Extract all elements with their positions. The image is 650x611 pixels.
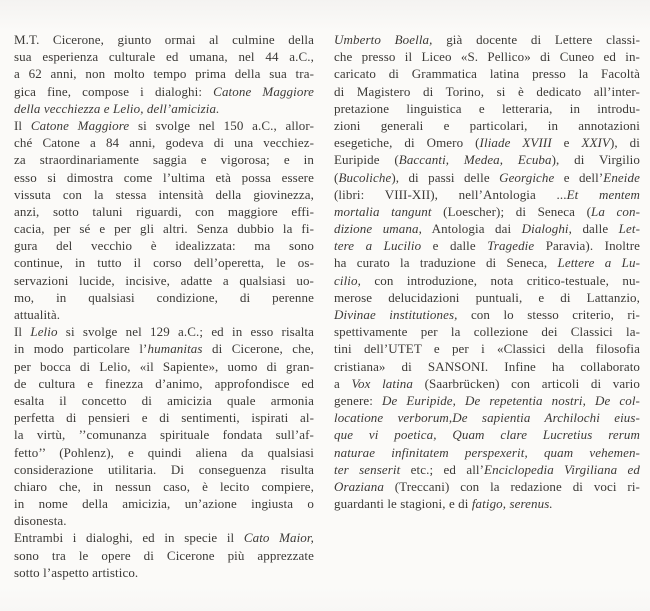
italic-text-run: dizione umana xyxy=(334,221,419,237)
text-run: ), di xyxy=(610,135,640,151)
text-line xyxy=(14,512,314,529)
text-run: spettivamente per la collezione dei Classici la- xyxy=(334,324,640,340)
italic-text-run: Cato Maior, xyxy=(243,530,314,546)
italic-text-run: Et mentem xyxy=(566,186,640,202)
text-line xyxy=(14,151,314,168)
text-run: zioni generali e particolari, in annotazioni xyxy=(334,117,640,133)
text-run: e dell’ xyxy=(554,169,604,185)
text-run: tini dell’UTET e per i «Classici della filosofia xyxy=(334,341,640,357)
italic-text-run: Catone Maggiore xyxy=(30,117,130,133)
text-line xyxy=(334,392,640,409)
text-run: fetto’’ (Pohlenz), e quindi aliena da qualsiasi xyxy=(14,444,314,460)
italic-text-run: Bucoliche xyxy=(338,169,392,185)
italic-text-run: Tragedie xyxy=(487,238,535,254)
text-line xyxy=(334,340,640,357)
text-line xyxy=(14,323,314,340)
text-run: za straordinariamente saggia e vigorosa; e in xyxy=(14,152,314,168)
text-line xyxy=(334,254,640,271)
italic-text-run: Lettere a Lu- xyxy=(557,255,640,271)
text-run: chiaro che, in nessun caso, è lecito compiere, xyxy=(14,478,314,494)
text-run: ), di Virgilio xyxy=(551,152,640,168)
text-line xyxy=(14,564,314,581)
text-run: (Saarbrücken) con articoli di vario xyxy=(413,375,640,391)
text-line xyxy=(14,426,314,443)
text-run: genere: xyxy=(334,392,382,408)
text-line xyxy=(14,237,314,254)
text-run: esegetiche, di Omero ( xyxy=(334,135,480,151)
text-run: sotto l’aspetto artistico. xyxy=(14,564,139,580)
text-run: vissuta con la stessa intensità della giovinezza, xyxy=(14,186,314,202)
italic-text-run: Iliade XVIII xyxy=(479,135,552,151)
text-run: attualità. xyxy=(14,307,61,322)
text-run: per bocca di Lelio, «il Sapiente», uomo di gran- xyxy=(14,358,314,374)
text-run: (libri: VIII-XII), nell’Antologia ... xyxy=(334,186,567,202)
text-run: anzi, sotto taluni riguardi, con maggiore effi- xyxy=(14,203,314,219)
italic-text-run: fatigo, serenus. xyxy=(471,496,553,512)
text-run: sono tra le opere di Cicerone più apprezzate xyxy=(14,547,314,563)
text-line xyxy=(334,306,640,323)
text-line xyxy=(334,495,640,512)
italic-text-run: ter senserit xyxy=(334,461,401,477)
italic-text-run: Georgiche xyxy=(499,169,555,185)
text-line xyxy=(334,65,640,82)
text-line xyxy=(14,461,314,478)
text-line xyxy=(14,289,314,306)
text-line xyxy=(14,65,314,82)
text-line xyxy=(334,203,640,220)
italic-text-run: Eneide xyxy=(603,169,640,185)
italic-text-run: Catone Maggiore xyxy=(213,83,314,99)
text-run: Paravia). Inoltre xyxy=(534,238,641,254)
text-run: , Antologia dai xyxy=(418,221,522,237)
text-line xyxy=(334,169,640,186)
text-run: disonesta. xyxy=(14,513,67,529)
text-run: considerazione utilitaria. Di conseguenza risulta xyxy=(14,461,314,477)
text-line xyxy=(14,272,314,289)
text-run: (Loescher); di Seneca ( xyxy=(431,203,592,219)
italic-text-run: Umberto Boella, xyxy=(334,32,433,47)
italic-text-run: XXIV xyxy=(581,135,610,151)
text-line xyxy=(14,83,314,100)
italic-text-run: Vox latina xyxy=(351,375,414,391)
text-line xyxy=(14,529,314,546)
italic-text-run: Lelio xyxy=(30,324,58,340)
text-line xyxy=(334,409,640,426)
text-run: di Magistero di Torino, si è dedicato all’inter- xyxy=(334,83,640,99)
text-line xyxy=(14,186,314,203)
text-line xyxy=(334,237,640,254)
text-run: caricato di Grammatica latina presso la Facoltà xyxy=(334,66,640,82)
text-line xyxy=(334,426,640,443)
text-column-right xyxy=(334,31,640,512)
text-run: ha curato la traduzione di Seneca, xyxy=(334,255,558,271)
italic-text-run: cilio, xyxy=(334,272,361,288)
text-run: merose delucidazioni puntuali, e di Lattanzio, xyxy=(334,289,640,305)
text-line xyxy=(14,495,314,512)
italic-text-run: Let- xyxy=(618,221,640,237)
text-run: Il xyxy=(14,324,31,340)
text-line xyxy=(334,323,640,340)
italic-text-run: humanitas xyxy=(147,341,203,357)
text-column-left xyxy=(14,31,314,581)
text-run: si svolge nel 150 a.C., allor- xyxy=(129,117,314,133)
text-run: cristiana» di SANSONI. Infine ha collaborato xyxy=(334,358,640,374)
text-run: pretazione linguistica e letteraria, in introdu- xyxy=(334,100,640,116)
text-line xyxy=(14,358,314,375)
text-line xyxy=(14,392,314,409)
text-run: a xyxy=(334,375,352,391)
text-line xyxy=(14,100,314,117)
text-run: a 62 anni, non molto tempo prima della sua tra- xyxy=(14,66,314,82)
text-run: ( xyxy=(334,169,339,185)
text-line xyxy=(334,117,640,134)
text-line xyxy=(14,340,314,357)
text-line xyxy=(334,48,640,65)
italic-text-run: locatione verborum,De sapientia Archilochi eius- xyxy=(334,410,640,426)
text-run: con lo stesso criterio, ri- xyxy=(457,307,640,322)
text-run: ), di passi delle xyxy=(391,169,500,185)
text-line xyxy=(334,31,640,48)
italic-text-run: Divinae institutiones, xyxy=(334,307,458,322)
text-run: M.T. Cicerone, giunto ormai al culmine della xyxy=(14,32,314,47)
text-run: perfetta di pensieri e di sentimenti, ispirati al- xyxy=(14,410,314,426)
italic-text-run: Baccanti, Medea, Ecuba xyxy=(398,152,552,168)
text-run: gica fine, compose i dialoghi: xyxy=(14,83,214,99)
text-run: esalta il concetto di amicizia quale armonia xyxy=(14,392,314,408)
text-line xyxy=(14,220,314,237)
text-line xyxy=(14,547,314,564)
text-line xyxy=(334,220,640,237)
text-line xyxy=(14,117,314,134)
text-run: cacia, per sé e per gli altri. Senza dubbio la fi- xyxy=(14,221,314,237)
text-run: in nome della amicizia, un’azione ingiusta o xyxy=(14,496,314,512)
text-run: ché Catone a 84 anni, godeva di una vecchiez- xyxy=(14,135,314,151)
italic-text-run: que vi poetica, Quam clare Lucretius rerum xyxy=(334,427,640,443)
text-run: gura del vecchio è idealizzata: ma sono xyxy=(14,238,314,254)
text-run: esso si dimostra come l’ultima età possa essere xyxy=(14,169,314,185)
text-line xyxy=(334,375,640,392)
text-line xyxy=(334,151,640,168)
text-line xyxy=(14,478,314,495)
text-run: che presso il Liceo «S. Pellico» di Cuneo ed in- xyxy=(334,49,640,65)
text-line xyxy=(14,48,314,65)
text-run: etc.; ed all’ xyxy=(400,461,485,477)
text-run: servazioni lucide, incisive, adatte a qualsiasi uo- xyxy=(14,272,314,288)
text-line xyxy=(334,100,640,117)
text-run: (Treccani) con la redazione di voci ri- xyxy=(383,478,640,494)
text-line xyxy=(14,375,314,392)
text-line xyxy=(334,272,640,289)
text-run: Entrambi i dialoghi, ed in specie il xyxy=(14,530,244,546)
text-run: de cultura e finezza d’animo, approfondisce ed xyxy=(14,375,314,391)
text-line xyxy=(14,444,314,461)
text-line xyxy=(334,461,640,478)
text-run: Il xyxy=(14,117,31,133)
italic-text-run: La con- xyxy=(591,203,641,219)
italic-text-run: naturae infinitatem perspexerit, quam vehemen- xyxy=(334,444,640,460)
text-line xyxy=(334,134,640,151)
italic-text-run: Oraziana xyxy=(334,478,384,494)
text-line xyxy=(14,169,314,186)
text-run: sua esperienza culturale ed umana, nel 44 a.C., xyxy=(14,49,314,65)
text-run: Euripide ( xyxy=(334,152,399,168)
text-line xyxy=(334,83,640,100)
text-line xyxy=(14,134,314,151)
text-run: con introduzione, nota critico-testuale, nu- xyxy=(360,272,640,288)
text-run: già docente di Lettere classi- xyxy=(432,32,640,47)
text-line xyxy=(334,186,640,203)
text-run: continue, in tutto il corso dell’operetta, le os- xyxy=(14,255,314,271)
text-line xyxy=(14,203,314,220)
text-run: la virtù, ’’comunanza spirituale fondata sull’af- xyxy=(14,427,314,443)
italic-text-run: tere a Lucilio xyxy=(334,238,422,254)
text-line xyxy=(334,444,640,461)
text-run: di Cicerone, che, xyxy=(202,341,314,357)
italic-text-run: De Euripide, De repetentia nostri, De col- xyxy=(381,392,640,408)
text-run: , dalle xyxy=(568,221,619,237)
italic-text-run: Enciclopedia Virgiliana ed xyxy=(484,461,640,477)
italic-text-run: Dialoghi xyxy=(521,221,569,237)
text-run: si svolge nel 129 a.C.; ed in esso risalta xyxy=(57,324,314,340)
italic-text-run: della vecchiezza e Lelio, dell’amicizia. xyxy=(14,100,220,116)
text-run: e dalle xyxy=(421,238,488,254)
text-line xyxy=(334,478,640,495)
text-run: guardanti le stagioni, e di xyxy=(334,496,472,512)
text-run: in modo particolare l’ xyxy=(14,341,148,357)
text-line xyxy=(14,254,314,271)
text-run: e xyxy=(551,135,582,151)
text-line xyxy=(14,306,314,323)
text-line xyxy=(14,409,314,426)
text-line xyxy=(14,31,314,48)
text-line xyxy=(334,358,640,375)
text-run: mo, in qualsiasi condizione, di perenne xyxy=(14,289,314,305)
italic-text-run: mortalia tangunt xyxy=(334,203,432,219)
text-line xyxy=(334,289,640,306)
